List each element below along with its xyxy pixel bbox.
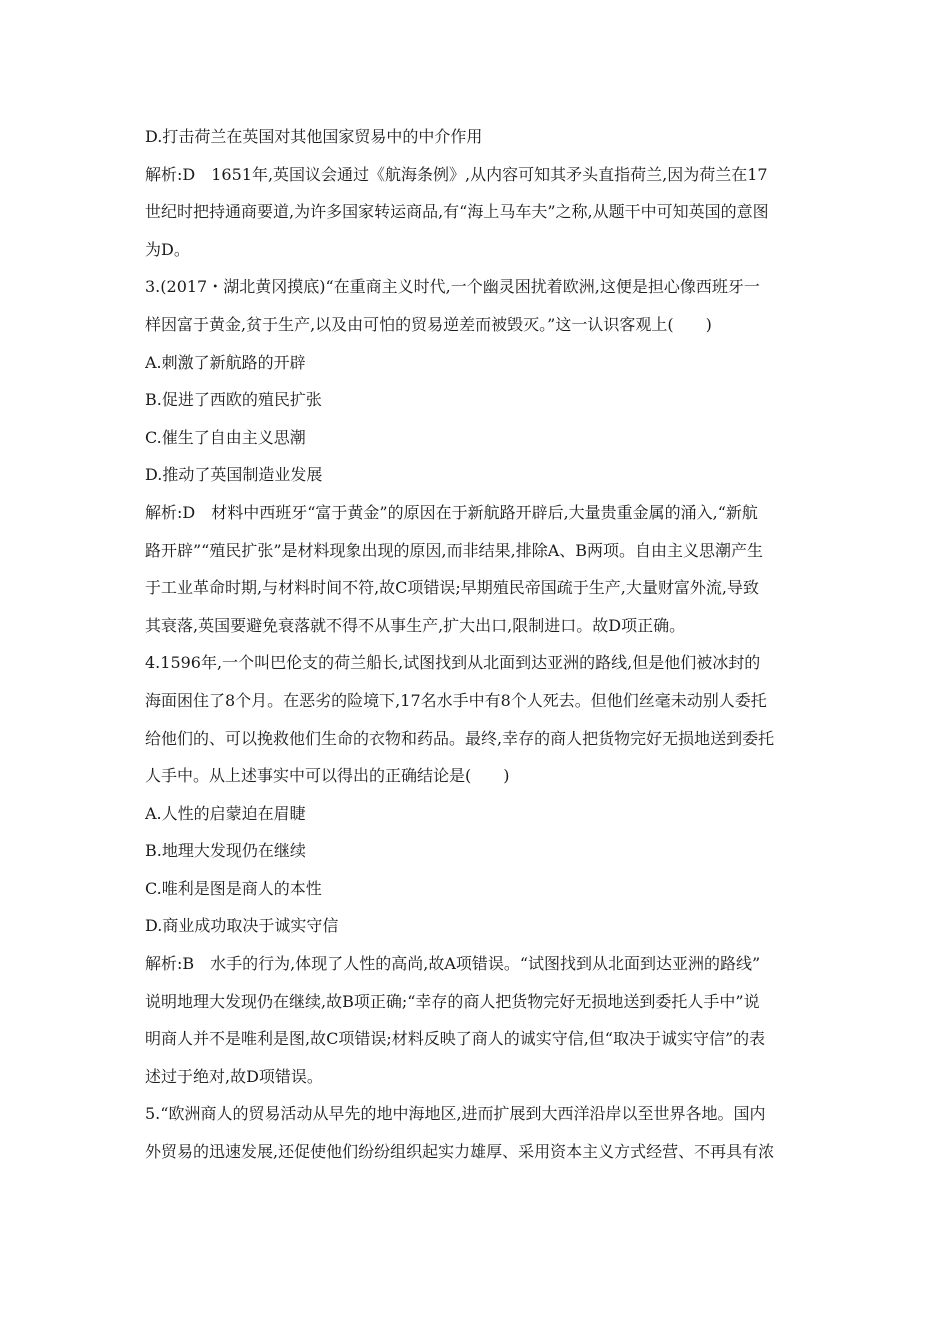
text-line: 明商人并不是唯利是图,故C项错误;材料反映了商人的诚实守信,但“取决于诚实守信”的表 bbox=[145, 1029, 766, 1049]
text-line: 解析:D 1651年,英国议会通过《航海条例》,从内容可知其矛头直指荷兰,因为荷兰在17 bbox=[145, 164, 768, 184]
text-line: 其衰落,英国要避免衰落就不得不从事生产,扩大出口,限制进口。故D项正确。 bbox=[145, 615, 686, 635]
text-line: 3.(2017・湖北黄冈摸底)“在重商主义时代,一个幽灵困扰着欧洲,这便是担心像西班牙一 bbox=[145, 277, 760, 297]
text-line: D.打击荷兰在英国对其他国家贸易中的中介作用 bbox=[145, 127, 483, 146]
text-line: D.推动了英国制造业发展 bbox=[145, 465, 323, 485]
text-line: 解析:B 水手的行为,体现了人性的高尚,故A项错误。“试图找到从北面到达亚洲的路线” bbox=[145, 954, 761, 974]
text-line: 5.“欧洲商人的贸易活动从早先的地中海地区,进而扩展到大西洋沿岸以至世界各地。国内 bbox=[145, 1104, 766, 1124]
text-line: 路开辟”“殖民扩张”是材料现象出现的原因,而非结果,排除A、B两项。自由主义思潮产生 bbox=[145, 540, 764, 560]
text-line: 述过于绝对,故D项错误。 bbox=[145, 1066, 323, 1086]
text-line: D.商业成功取决于诚实守信 bbox=[145, 916, 339, 936]
document-body bbox=[145, 118, 810, 1171]
text-line: C.唯利是图是商人的本性 bbox=[145, 878, 322, 898]
text-line: B.地理大发现仍在继续 bbox=[145, 841, 306, 861]
text-line: 于工业革命时期,与材料时间不符,故C项错误;早期殖民帝国疏于生产,大量财富外流,导致 bbox=[145, 578, 759, 598]
text-line: 4.1596年,一个叫巴伦支的荷兰船长,试图找到从北面到达亚洲的路线,但是他们被冰封的 bbox=[145, 653, 761, 673]
text-line: 为D。 bbox=[145, 239, 190, 259]
text-line: 外贸易的迅速发展,还促使他们纷纷组织起实力雄厚、采用资本主义方式经营、不再具有浓 bbox=[145, 1142, 775, 1162]
text-line: A.刺激了新航路的开辟 bbox=[145, 352, 306, 372]
text-line: B.促进了西欧的殖民扩张 bbox=[145, 390, 322, 410]
text-line: 样因富于黄金,贫于生产,以及由可怕的贸易逆差而被毁灭。”这一认识客观上( ) bbox=[145, 314, 712, 334]
text-line: 说明地理大发现仍在继续,故B项正确;“幸存的商人把货物完好无损地送到委托人手中”说 bbox=[145, 991, 760, 1011]
text-line: 世纪时把持通商要道,为许多国家转运商品,有“海上马车夫”之称,从题干中可知英国的意图 bbox=[145, 202, 769, 222]
text-line: 海面困住了8个月。在恶劣的险境下,17名水手中有8个人死去。但他们丝毫未动别人委托 bbox=[145, 690, 767, 710]
text-line: A.人性的启蒙迫在眉睫 bbox=[145, 803, 306, 823]
text-line: 人手中。从上述事实中可以得出的正确结论是( ) bbox=[145, 766, 510, 786]
text-line: 给他们的、可以挽救他们生命的衣物和药品。最终,幸存的商人把货物完好无损地送到委托 bbox=[145, 728, 775, 748]
text-line: C.催生了自由主义思潮 bbox=[145, 427, 306, 447]
text-line: 解析:D 材料中西班牙“富于黄金”的原因在于新航路开辟后,大量贵重金属的涌入,“新航 bbox=[145, 502, 758, 522]
